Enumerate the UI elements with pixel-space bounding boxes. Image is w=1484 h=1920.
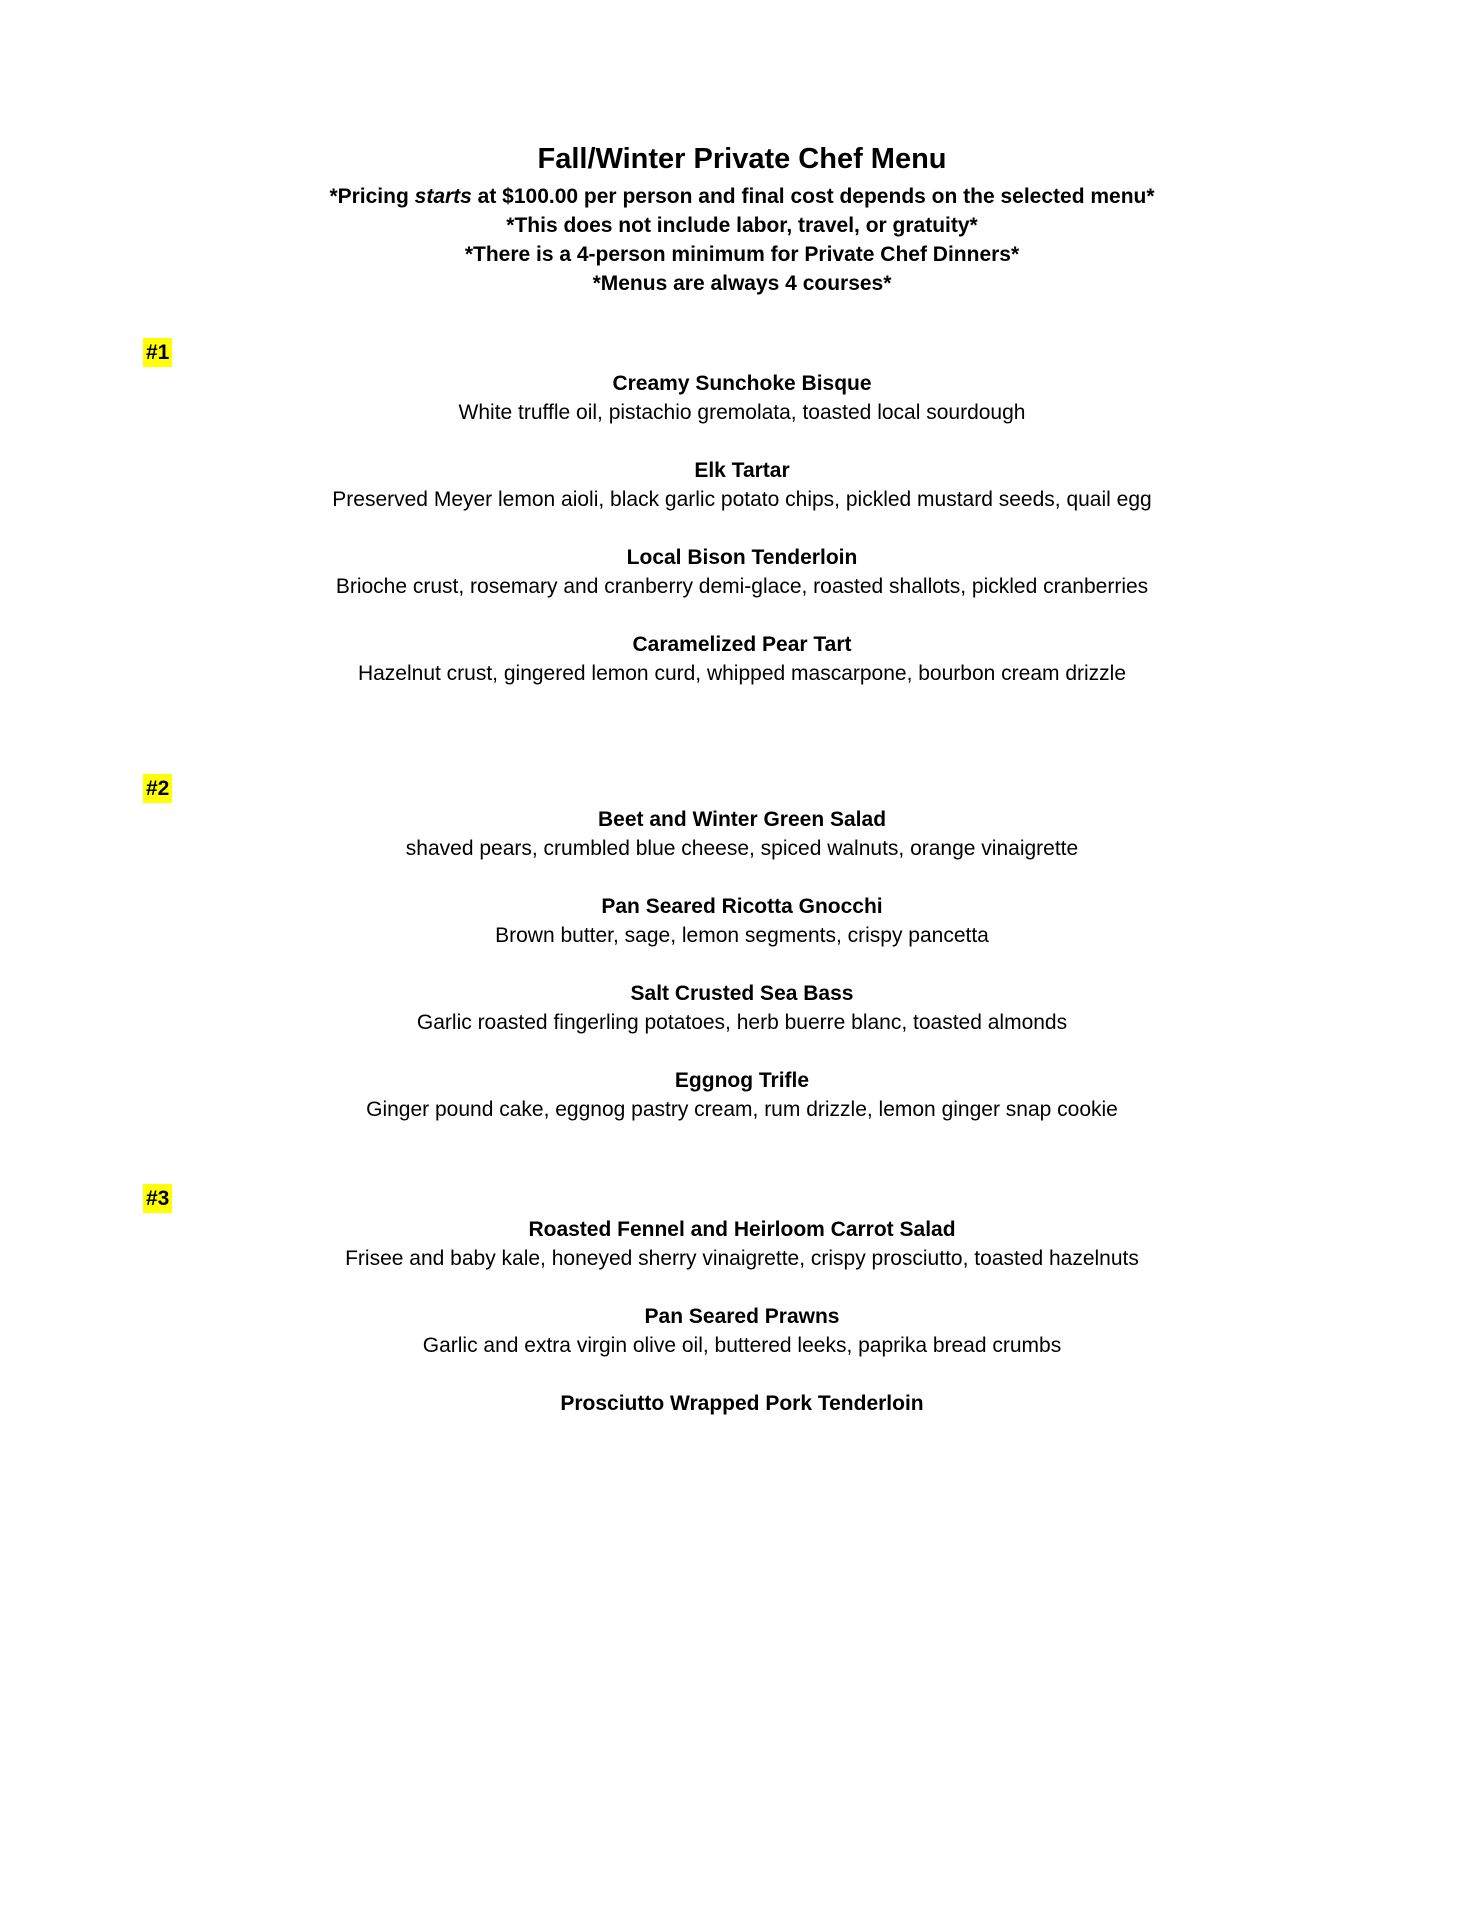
menu-item-description: Garlic and extra virgin olive oil, buttered leeks, paprika bread crumbs <box>422 1334 1062 1357</box>
menu-item <box>130 543 1354 601</box>
menu-item-name: Creamy Sunchoke Bisque <box>612 372 872 395</box>
menu-item-name: Caramelized Pear Tart <box>632 633 852 656</box>
note-pricing-pre: *Pricing <box>329 185 415 208</box>
note-pricing-italic: starts <box>414 185 472 208</box>
menu-item-name: Elk Tartar <box>694 459 790 482</box>
menu-item <box>130 1066 1354 1124</box>
menu-item-description: Frisee and baby kale, honeyed sherry vinaigrette, crispy prosciutto, toasted hazelnuts <box>345 1247 1139 1270</box>
menu-item <box>130 805 1354 863</box>
menu-section-1 <box>130 338 1354 688</box>
menu-3-number-highlight: #3 <box>143 1184 172 1213</box>
menu-item <box>130 456 1354 514</box>
menu-item <box>130 1389 1354 1418</box>
menu-item-name: Beet and Winter Green Salad <box>597 808 887 831</box>
menu-item-name: Salt Crusted Sea Bass <box>630 982 854 1005</box>
menu-item-name: Eggnog Trifle <box>674 1069 810 1092</box>
menu-item-description: shaved pears, crumbled blue cheese, spiced walnuts, orange vinaigrette <box>405 837 1079 860</box>
menu-item-name: Local Bison Tenderloin <box>626 546 858 569</box>
menu-2-label-row <box>130 774 1354 805</box>
menu-section-3 <box>130 1184 1354 1418</box>
menu-item-description: Ginger pound cake, eggnog pastry cream, rum drizzle, lemon ginger snap cookie <box>366 1098 1118 1121</box>
note-courses: *Menus are always 4 courses* <box>592 272 892 295</box>
menu-item-description: Garlic roasted fingerling potatoes, herb buerre blanc, toasted almonds <box>416 1011 1068 1034</box>
menu-2-number-highlight: #2 <box>143 774 172 803</box>
note-labor: *This does not include labor, travel, or gratuity* <box>506 214 978 237</box>
menu-item-name: Prosciutto Wrapped Pork Tenderloin <box>560 1392 924 1415</box>
menu-item-name: Pan Seared Prawns <box>644 1305 840 1328</box>
menu-item-name: Pan Seared Ricotta Gnocchi <box>601 895 883 918</box>
menu-item-name: Roasted Fennel and Heirloom Carrot Salad <box>528 1218 956 1241</box>
menu-item-description: Preserved Meyer lemon aioli, black garlic potato chips, pickled mustard seeds, quail egg <box>332 488 1152 511</box>
menu-1-number-highlight: #1 <box>143 338 172 367</box>
menu-item <box>130 1302 1354 1360</box>
menu-item <box>130 979 1354 1037</box>
menu-item <box>130 369 1354 427</box>
menu-section-2 <box>130 774 1354 1124</box>
menu-item <box>130 630 1354 688</box>
note-pricing <box>130 182 1354 211</box>
menu-item-description: Brown butter, sage, lemon segments, crispy pancetta <box>495 924 989 947</box>
page-title: Fall/Winter Private Chef Menu <box>537 143 947 175</box>
menu-item-description: Hazelnut crust, gingered lemon curd, whipped mascarpone, bourbon cream drizzle <box>357 662 1127 685</box>
menu-item-description: White truffle oil, pistachio gremolata, toasted local sourdough <box>458 401 1026 424</box>
menu-item-description: Brioche crust, rosemary and cranberry demi-glace, roasted shallots, pickled cranberries <box>335 575 1149 598</box>
note-pricing-post: at $100.00 per person and final cost depends on the selected menu* <box>471 185 1155 208</box>
menu-item <box>130 1215 1354 1273</box>
pricing-notes <box>130 182 1354 298</box>
note-minimum: *There is a 4-person minimum for Private Chef Dinners* <box>464 243 1020 266</box>
menu-3-label-row <box>130 1184 1354 1215</box>
menu-1-label-row <box>130 338 1354 369</box>
menu-item <box>130 892 1354 950</box>
